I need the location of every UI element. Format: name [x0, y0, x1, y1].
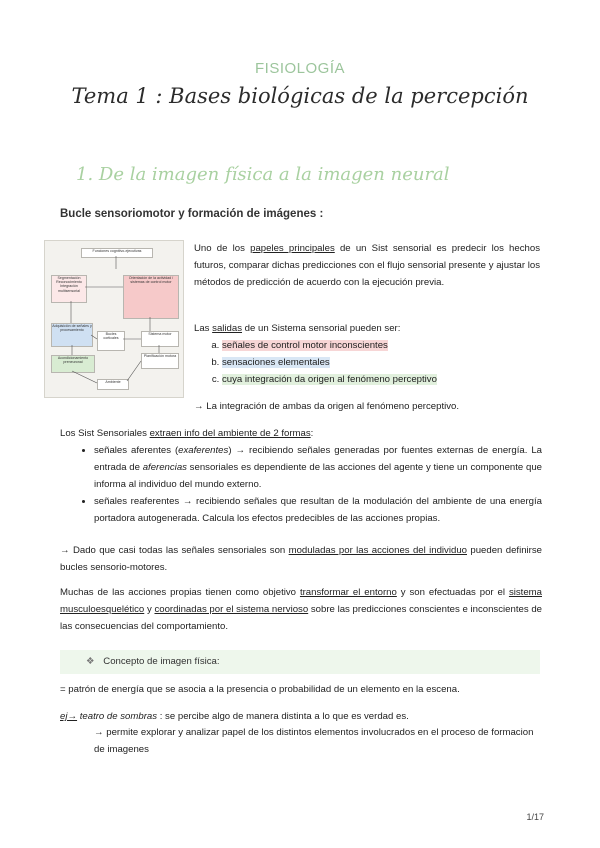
outputs-list	[194, 337, 540, 388]
diagram-box-cognitive: Funciones cognitivo-ejecutivas	[81, 248, 153, 258]
topic-title: Tema 1 : Bases biológicas de la percepción	[71, 84, 529, 108]
concept-title: Concepto de imagen física:	[103, 656, 220, 667]
diagram-box-motor-planning: Planificación motora	[141, 353, 179, 369]
example-detail: → permite explorar y analizar papel de los distintos elementos involucrados en el proceso de formacion de imagenes	[94, 727, 534, 755]
actions-paragraph: Muchas de las acciones propias tienen como objetivo transformar el entorno y son efectuadas por el sistema musculoesquelético y coordinadas por el sistema nervioso sobre las predicciones conscientes e inconscientes de las consecuencias del comportamiento.	[60, 587, 542, 632]
list-item: c. cuya integración da origen al fenómeno perceptivo	[222, 371, 540, 388]
sensory-lead: Los Sist Sensoriales extraen info del ambiente de 2 formas:	[60, 428, 314, 439]
diamond-bullet-icon: ❖	[86, 656, 95, 667]
list-item: • señales reaferentes → recibiendo señales que resultan de la modulación del ambiente de una energía portadora autogenerada. Calcula los efectos predecibles de las acciones propias.	[94, 493, 542, 527]
list-item: b. sensaciones elementales	[222, 354, 540, 371]
diagram-arrows	[45, 241, 183, 397]
sensory-conclusion: → Dado que casi todas las señales sensoriales son moduladas por las acciones del individuo pueden definirse bucles sensorio-motores.	[60, 545, 542, 573]
subject-title: FISIOLOGÍA	[254, 60, 346, 77]
diagram-box-cortical-loops: Bucles corticales	[97, 331, 125, 351]
list-item: a. señales de control motor inconscientes	[222, 337, 540, 354]
subsection-heading: Bucle sensoriomotor y formación de imágenes :	[60, 208, 324, 220]
diagram-box-segmentation: Segmentación Reconocimiento Integración multisensorial	[51, 275, 87, 303]
section-heading: 1. De la imagen física a la imagen neural	[76, 164, 450, 185]
diagram-box-orientation: Orientación de la actividad / sistemas de control motor	[123, 275, 179, 319]
example-line: ej→ teatro de sombras : se percibe algo de manera distinta a lo que es verdad es.	[60, 711, 409, 722]
intro-paragraph: Uno de los papeles principales de un Sist sensorial es predecir los hechos futuros, comparar dichas predicciones con el flujo sensorial presente y ajustar los métodos de predicción de acuerdo con la ejecución previa.	[194, 243, 540, 288]
list-item: • señales aferentes (exaferentes) → recibiendo señales generadas por fuentes externas de energía. La entrada de aferencias sensoriales es dependiente de las acciones del agente y tiene un componente que informa al individuo del mundo externo.	[94, 442, 542, 493]
sensory-bullets	[60, 442, 542, 527]
diagram-box-preneural: Acondicionamiento preneuronal	[51, 355, 95, 373]
integration-note: → La integración de ambas da origen al fenómeno perceptivo.	[194, 401, 460, 412]
diagram-box-motor-system: Sistema motor	[141, 331, 179, 347]
page-number: 1/17	[526, 812, 544, 822]
concept-callout	[60, 650, 540, 674]
diagram-box-environment: Ambiente	[97, 379, 129, 390]
diagram-box-acquisition: Adquisición de señales y procesamiento	[51, 323, 93, 347]
outputs-lead: Las salidas de un Sistema sensorial pueden ser:	[194, 323, 401, 334]
concept-definition: = patrón de energía que se asocia a la presencia o probabilidad de un elemento en la escena.	[60, 684, 460, 695]
sensorimotor-loop-diagram	[44, 240, 184, 398]
